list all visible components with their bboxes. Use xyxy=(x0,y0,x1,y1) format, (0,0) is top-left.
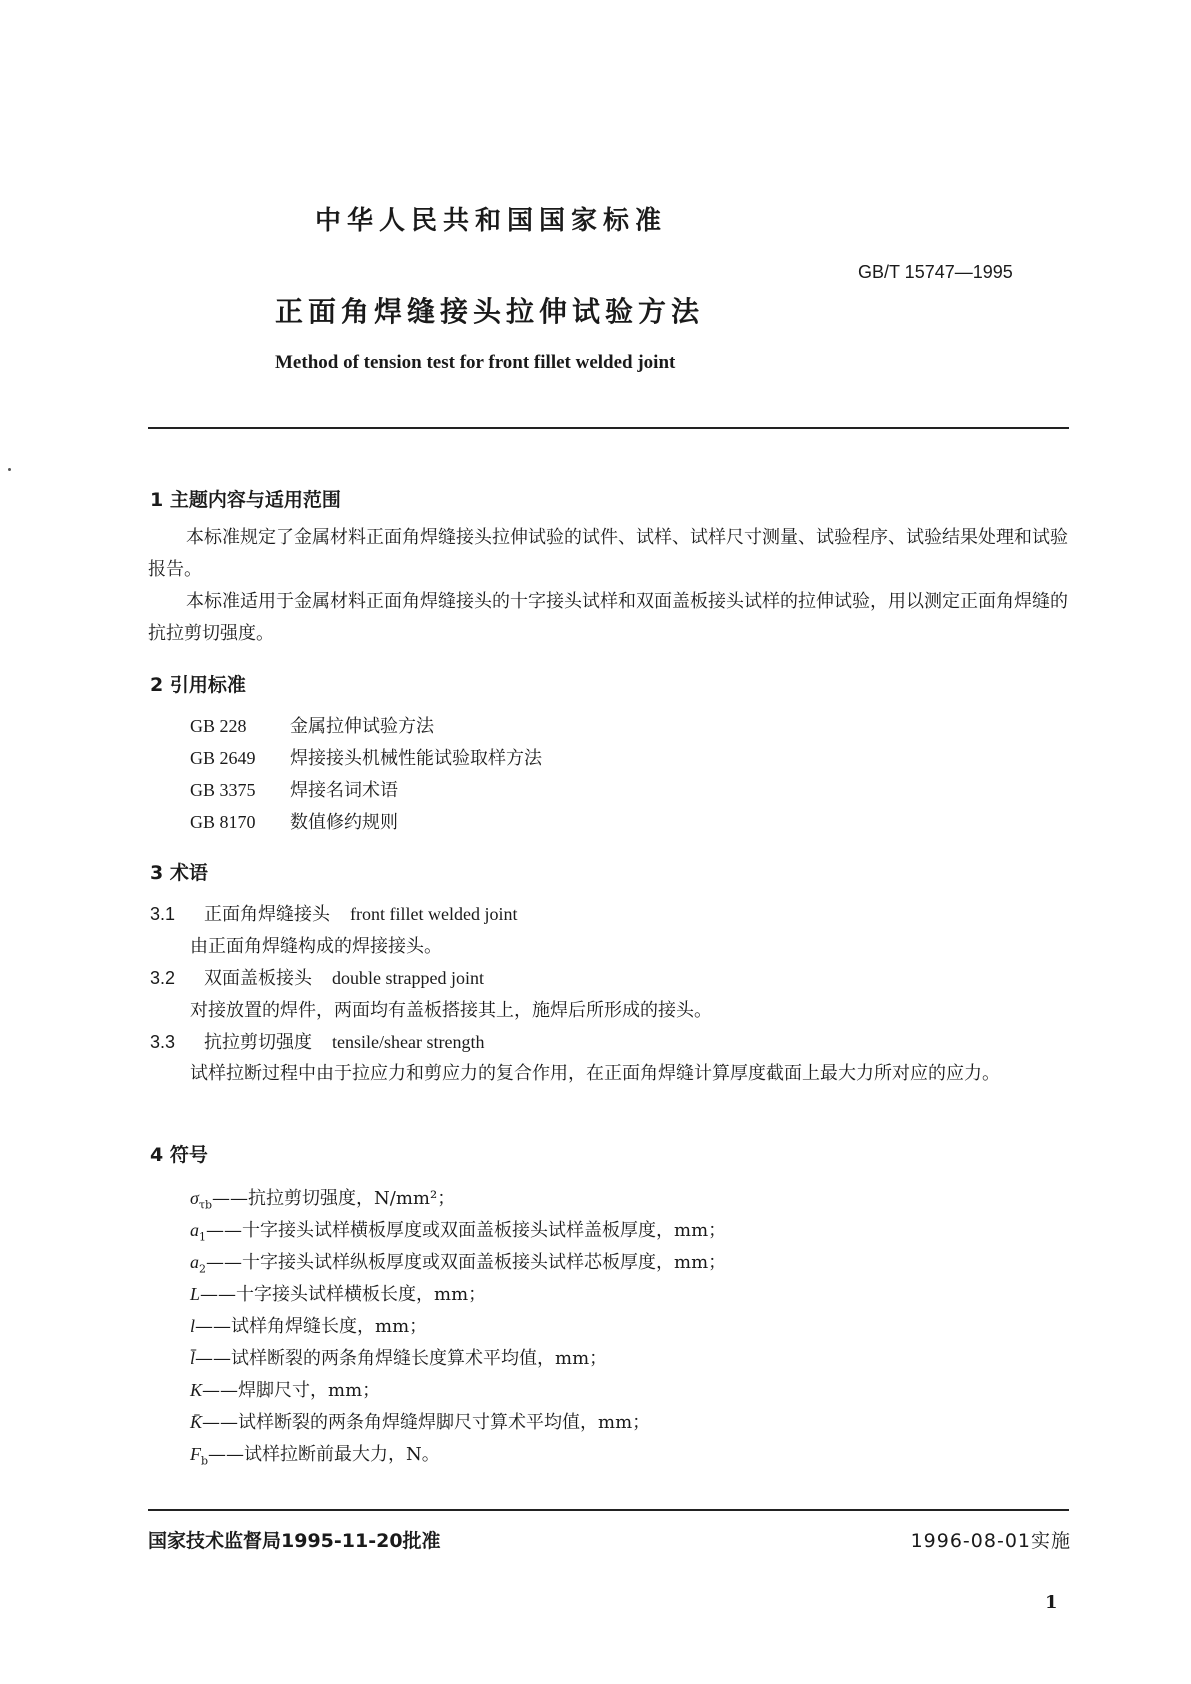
header-divider xyxy=(148,427,1069,429)
reference-item xyxy=(190,712,434,738)
section-1-heading: 1 主题内容与适用范围 xyxy=(150,489,341,511)
reference-code: GB 2649 xyxy=(190,748,256,768)
term-cn: 正面角焊缝接头 xyxy=(204,904,330,925)
symbol: L xyxy=(190,1284,201,1304)
standard-number: GB/T 15747—1995 xyxy=(858,262,1013,282)
symbol-subscript: 1 xyxy=(199,1230,206,1244)
symbol: σ xyxy=(190,1188,199,1208)
term-entry xyxy=(150,900,517,926)
symbol: a xyxy=(190,1220,199,1240)
term-en: double strapped joint xyxy=(332,968,484,988)
term-entry xyxy=(150,964,484,990)
symbol-entry xyxy=(190,1216,726,1244)
scan-speck xyxy=(8,468,11,471)
reference-item xyxy=(190,808,398,834)
symbol-entry xyxy=(190,1312,427,1338)
reference-item xyxy=(190,776,398,802)
symbol-description: ——十字接头试样纵板厚度或双面盖板接头试样芯板厚度，mm； xyxy=(206,1252,727,1273)
reference-code: GB 3375 xyxy=(190,780,256,800)
term-number: 3.2 xyxy=(150,968,176,988)
term-number: 3.1 xyxy=(150,904,176,924)
symbol-description: ——试样角焊缝长度，mm； xyxy=(195,1316,428,1337)
symbol-entry xyxy=(190,1248,726,1276)
reference-item xyxy=(190,744,542,770)
symbol-subscript: b xyxy=(201,1454,209,1468)
term-definition: 由正面角焊缝构成的焊接接头。 xyxy=(190,936,442,957)
implementation-note: 1996-08-01实施 xyxy=(910,1530,1071,1552)
reference-title: 焊接名词术语 xyxy=(290,780,398,801)
section-4-heading: 4 符号 xyxy=(150,1144,208,1166)
symbol: F xyxy=(190,1444,201,1464)
term-cn: 双面盖板接头 xyxy=(204,968,312,989)
symbol-description: ——试样拉断前最大力，N。 xyxy=(208,1444,440,1465)
term-definition: 对接放置的焊件，两面均有盖板搭接其上，施焊后所形成的接头。 xyxy=(190,1000,712,1021)
symbol-subscript: 2 xyxy=(199,1262,206,1276)
term-en: tensile/shear strength xyxy=(332,1032,485,1052)
term-cn: 抗拉剪切强度 xyxy=(204,1032,312,1053)
document-title-en: Method of tension test for front fillet welded joint xyxy=(275,352,676,373)
approval-note: 国家技术监督局1995-11-20批准 xyxy=(148,1530,441,1552)
symbol-entry xyxy=(190,1408,650,1434)
symbol: a xyxy=(190,1252,199,1272)
reference-title: 焊接接头机械性能试验取样方法 xyxy=(290,748,542,769)
symbol-subscript: τb xyxy=(198,1198,213,1212)
symbol-description: ——焊脚尺寸，mm； xyxy=(202,1380,381,1401)
document-title-cn: 正面角焊缝接头拉伸试验方法 xyxy=(275,295,705,328)
symbol-description: ——抗拉剪切强度，N/mm²； xyxy=(212,1188,456,1209)
symbol-description: ——十字接头试样横板厚度或双面盖板接头试样盖板厚度，mm； xyxy=(206,1220,727,1241)
page-number: 1 xyxy=(1045,1592,1058,1613)
section-1-para-1: 本标准规定了金属材料正面角焊缝接头拉伸试验的试件、试样、试样尺寸测量、试验程序、试验结果处理和试验报告。 xyxy=(148,527,1068,580)
symbol: K̄ xyxy=(190,1412,203,1432)
symbol-entry xyxy=(190,1440,440,1468)
symbol-entry xyxy=(190,1184,455,1212)
symbol-description: ——试样断裂的两条角焊缝焊脚尺寸算术平均值，mm； xyxy=(202,1412,651,1433)
reference-code: GB 228 xyxy=(190,716,247,736)
section-1-para-2: 本标准适用于金属材料正面角焊缝接头的十字接头试样和双面盖板接头试样的拉伸试验，用以测定正面角焊缝的抗拉剪切强度。 xyxy=(148,591,1068,644)
reference-title: 数值修约规则 xyxy=(290,812,398,833)
reference-code: GB 8170 xyxy=(190,812,256,832)
term-en: front fillet welded joint xyxy=(350,904,518,924)
symbol-description: ——十字接头试样横板长度，mm； xyxy=(200,1284,487,1305)
footer-divider xyxy=(148,1509,1069,1511)
symbol: l̄ xyxy=(190,1348,196,1368)
national-standard-label: 中华人民共和国国家标准 xyxy=(315,206,668,236)
term-entry xyxy=(150,1028,484,1054)
symbol: l xyxy=(190,1316,196,1336)
section-3-heading: 3 术语 xyxy=(150,862,208,884)
term-definition: 试样拉断过程中由于拉应力和剪应力的复合作用，在正面角焊缝计算厚度截面上最大力所对应的应力。 xyxy=(190,1063,1000,1084)
reference-title: 金属拉伸试验方法 xyxy=(290,716,434,737)
symbol-description: ——试样断裂的两条角焊缝长度算术平均值，mm； xyxy=(195,1348,608,1369)
symbol-entry xyxy=(190,1280,486,1306)
symbol: K xyxy=(190,1380,203,1400)
symbol-entry xyxy=(190,1344,607,1370)
section-2-heading: 2 引用标准 xyxy=(150,674,246,696)
term-number: 3.3 xyxy=(150,1032,176,1052)
symbol-entry xyxy=(190,1376,380,1402)
